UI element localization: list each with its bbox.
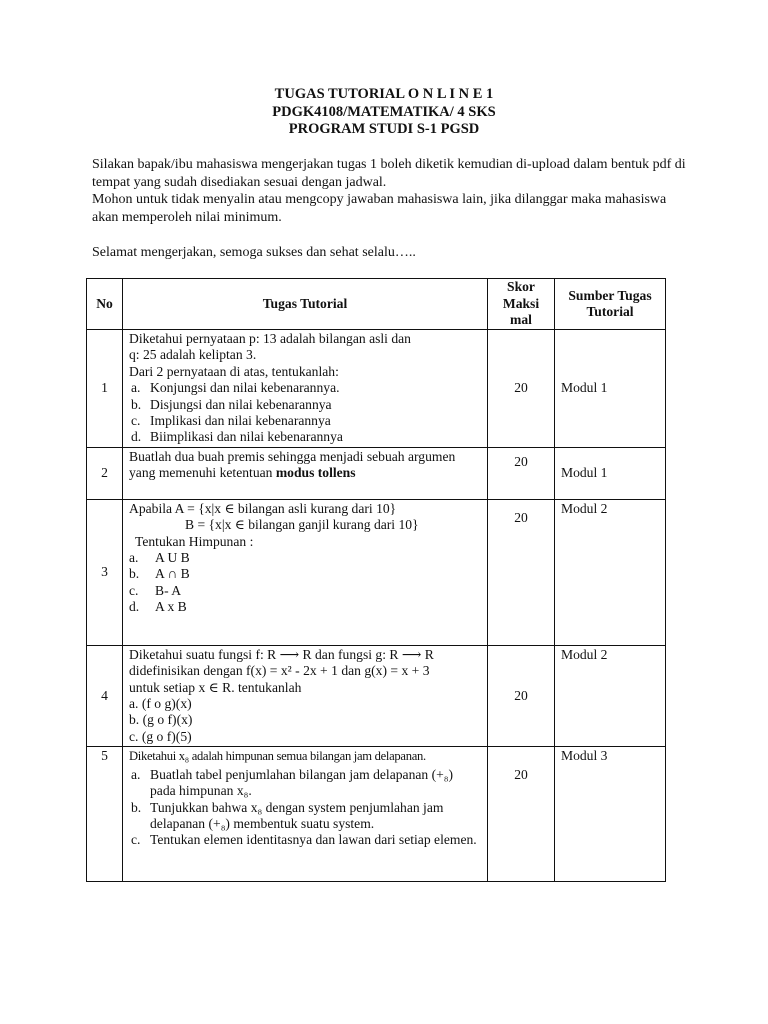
header-program: PROGRAM STUDI S-1 PGSD: [288, 121, 480, 137]
list-item: a. (f o g)(x): [129, 696, 192, 712]
source-cell: Modul 1: [555, 447, 666, 499]
list-item: b. A ∩ B: [129, 566, 190, 582]
task-cell: Buatlah dua buah premis sehingga menjadi sebuah argumen yang memenuhi ketentuan modus tollens: [123, 447, 488, 499]
table-row: [87, 499, 666, 645]
list-item: c. Tentukan elemen identitasnya dan lawan dari setiap elemen.: [131, 832, 477, 848]
row-number: 2: [87, 447, 123, 499]
list-item: b. (g o f)(x): [129, 712, 193, 728]
sub-questions: [129, 380, 481, 446]
row-number: 4: [87, 645, 123, 746]
document-header: [0, 86, 768, 139]
list-item: d. Biimplikasi dan nilai kebenarannya: [131, 429, 343, 445]
source-cell: Modul 1: [555, 330, 666, 448]
col-header-sumber: Sumber Tugas Tutorial: [555, 279, 666, 330]
score-cell: 20: [488, 645, 555, 746]
table-row: [87, 330, 666, 448]
table-header-row: [87, 279, 666, 330]
list-item: a. Buatlah tabel penjumlahan bilangan jam delapanan (+₈) pada himpunan x₈.: [131, 766, 454, 799]
list-item: c. (g o f)(5): [129, 728, 192, 744]
set-b-definition: B = {x|x ∈ bilangan ganjil kurang dari 10}: [185, 517, 419, 533]
col-header-skor: Skor Maksi mal: [488, 279, 555, 330]
list-item: a. A U B: [129, 550, 190, 566]
set-a-definition: Apabila A = {x|x ∈ bilangan asli kurang dari 10}: [129, 500, 397, 516]
score-cell: 20: [488, 447, 555, 499]
score-cell: 20: [488, 747, 555, 882]
col-header-tugas: Tugas Tutorial: [123, 279, 488, 330]
row-number: 5: [87, 747, 123, 882]
instruction-upload: Silakan bapak/ibu mahasiswa mengerjakan tugas 1 boleh diketik kemudian di-upload dalam bentuk pdf di tempat yang sudah disediakan sesuai dengan jadwal.: [92, 157, 686, 190]
row-number: 1: [87, 330, 123, 448]
table-row: [87, 747, 666, 882]
list-item: c. B- A: [129, 582, 182, 598]
task-cell: Apabila A = {x|x ∈ bilangan asli kurang dari 10} B = {x|x ∈ bilangan ganjil kurang dari 10} Tentukan Himpunan : a. A U B b. A ∩ B c. B- A d. A x B: [123, 499, 488, 645]
sub-questions: [129, 767, 481, 849]
list-item: c. Implikasi dan nilai kebenarannya: [131, 413, 331, 429]
source-cell: Modul 2: [555, 645, 666, 746]
source-cell: Modul 3: [555, 747, 666, 882]
list-item: d. A x B: [129, 599, 187, 615]
table-row: [87, 645, 666, 746]
col-header-no: No: [87, 279, 123, 330]
instruction-greeting: Selamat mengerjakan, semoga sukses dan sehat selalu…..: [92, 245, 416, 260]
list-item: b. Tunjukkan bahwa x₈ dengan system penjumlahan jam delapanan (+₈) membentuk suatu system.: [131, 799, 444, 831]
score-cell: 20: [488, 330, 555, 448]
sub-questions: [129, 550, 481, 616]
header-course: PDGK4108/MATEMATIKA/ 4 SKS: [272, 103, 496, 120]
task-table: [86, 278, 666, 882]
task-cell: Diketahui pernyataan p: 13 adalah bilangan asli dan q: 25 adalah keliptan 3. Dari 2 pernyataan di atas, tentukanlah: a. Konjungsi dan nilai kebenarannya. b. Disjungsi dan nilai kebenarannya c. Implikasi dan nilai kebenarannya d. Biimplikasi dan nilai kebenarannya: [123, 330, 488, 448]
modus-tollens-term: modus tollens: [275, 465, 356, 481]
source-cell: Modul 2: [555, 499, 666, 645]
row-number: 3: [87, 499, 123, 645]
instruction-no-copy: Mohon untuk tidak menyalin atau mengcopy jawaban mahasiswa lain, jika dilanggar maka mahasiswa akan memperoleh nilai minimum.: [92, 192, 667, 225]
score-cell: 20: [488, 499, 555, 645]
task-cell: Diketahui x₈ adalah himpunan semua bilangan jam delapanan. a. Buatlah tabel penjumlahan bilangan jam delapanan (+₈) pada himpunan x₈. b. Tunjukkan bahwa x₈ dengan system penjumlahan jam delapanan (+₈) membentuk suatu system. c. Tentukan elemen identitasnya dan lawan dari setiap elemen.: [123, 747, 488, 882]
list-item: b. Disjungsi dan nilai kebenarannya: [131, 396, 332, 412]
table-row: [87, 447, 666, 499]
header-title: TUGAS TUTORIAL O N L I N E 1: [274, 86, 494, 102]
task-cell: Diketahui suatu fungsi f: R ⟶ R dan fungsi g: R ⟶ R didefinisikan dengan f(x) = x² - 2x + 1 dan g(x) = x + 3 untuk setiap x ∈ R. tentukanlah a. (f o g)(x) b. (g o f)(x) c. (g o f)(5): [123, 645, 488, 746]
list-item: a. Konjungsi dan nilai kebenarannya.: [131, 380, 340, 396]
instructions: [92, 156, 692, 262]
